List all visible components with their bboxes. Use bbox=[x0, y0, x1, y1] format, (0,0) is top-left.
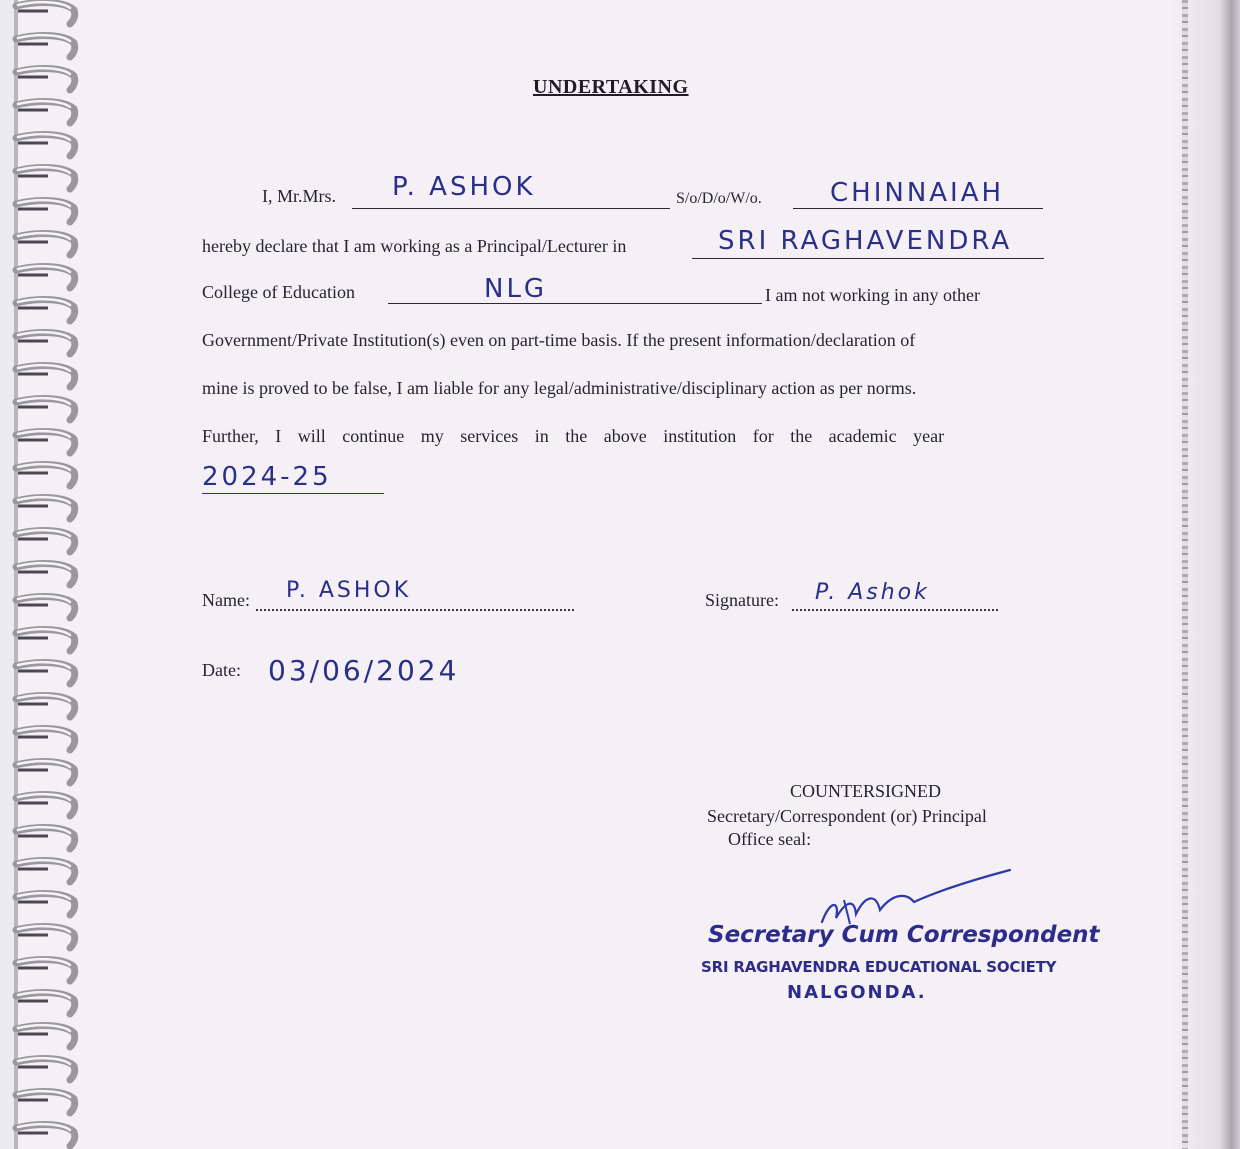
relation-label: S/o/D/o/W/o. bbox=[676, 190, 762, 207]
place-underline bbox=[388, 303, 762, 304]
name-label: Name: bbox=[202, 590, 250, 610]
date-label: Date: bbox=[202, 660, 241, 680]
handwritten-academic-year: 2024-25 bbox=[202, 462, 332, 492]
page-edge-line bbox=[1182, 0, 1188, 1149]
academic-year-underline bbox=[202, 493, 384, 494]
line1-prefix: I, Mr.Mrs. bbox=[262, 186, 337, 206]
page-title: UNDERTAKING bbox=[533, 76, 689, 98]
page-edge-shadow bbox=[1170, 0, 1240, 1149]
handwritten-college: SRI RAGHAVENDRA bbox=[718, 226, 1013, 256]
line2-prefix: hereby declare that I am working as a Principal/Lecturer in bbox=[202, 236, 627, 256]
handwritten-date: 03/06/2024 bbox=[268, 654, 460, 687]
relation-underline bbox=[793, 208, 1043, 209]
handwritten-place: NLG bbox=[484, 274, 548, 304]
line3-suffix: I am not working in any other bbox=[765, 285, 980, 305]
countersign-role: Secretary/Correspondent (or) Principal bbox=[707, 806, 987, 826]
line3-prefix: College of Education bbox=[202, 282, 355, 302]
handwritten-name-value: P. ASHOK bbox=[286, 578, 412, 603]
office-seal-label: Office seal: bbox=[728, 829, 812, 849]
college-underline bbox=[692, 258, 1044, 259]
seal-organization: SRI RAGHAVENDRA EDUCATIONAL SOCIETY bbox=[701, 958, 1057, 976]
handwritten-signature: P. Ashok bbox=[815, 580, 930, 605]
line4-text: Government/Private Institution(s) even on part-time basis. If the present information/declaration of bbox=[202, 330, 916, 350]
name-dotted-line bbox=[256, 609, 574, 611]
spiral-binding-icon bbox=[0, 0, 80, 1149]
line6-text: Further, I will continue my services in the above institution for the academic year bbox=[202, 426, 945, 446]
signature-dotted-line bbox=[792, 609, 998, 611]
handwritten-relation: CHINNAIAH bbox=[830, 178, 1005, 208]
seal-city: NALGONDA. bbox=[787, 982, 927, 1003]
name-underline bbox=[352, 208, 670, 209]
handwritten-name: P. ASHOK bbox=[392, 172, 536, 202]
signature-label: Signature: bbox=[705, 590, 779, 610]
countersigned-heading: COUNTERSIGNED bbox=[790, 781, 941, 801]
seal-title: Secretary Cum Correspondent bbox=[708, 922, 1100, 948]
line5-text: mine is proved to be false, I am liable for any legal/administrative/disciplinary action as per norms. bbox=[202, 378, 917, 398]
